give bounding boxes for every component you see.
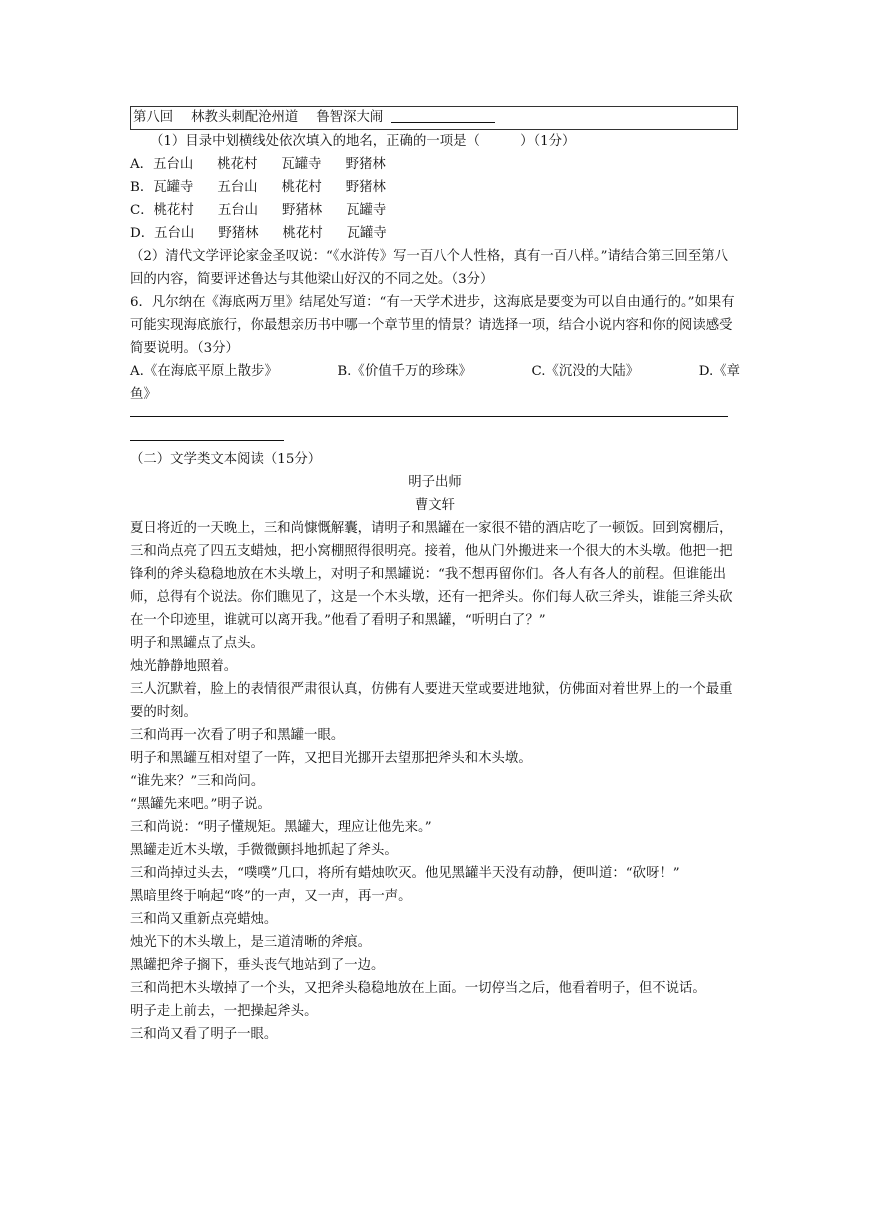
option-d xyxy=(130,222,740,245)
chapter-title-box xyxy=(130,106,738,130)
option-item: 桃花村 xyxy=(282,226,323,241)
fill-in-blank xyxy=(391,108,495,123)
option-item: 瓦罐寺 xyxy=(346,203,387,218)
option-letter: B． xyxy=(130,180,154,195)
option-item: 瓦罐寺 xyxy=(346,226,387,241)
option-item: 野猪林 xyxy=(281,203,323,218)
choice-b: B.《价值千万的珍珠》 xyxy=(337,364,472,379)
option-item: 桃花村 xyxy=(217,157,258,172)
paragraph: 明子走上前去，一把操起斧头。 xyxy=(130,1004,318,1019)
option-item: 五台山 xyxy=(217,203,258,218)
article-body xyxy=(130,517,740,1046)
answer-line-short xyxy=(130,440,284,441)
option-item: 瓦罐寺 xyxy=(153,180,194,195)
article-author: 曹文轩 xyxy=(414,498,456,513)
paragraph: “谁先来？”三和尚问。 xyxy=(130,774,265,789)
question-5-1-prompt: （1）目录中划横线处依次填入的地名，正确的一项是（ ）（1分） xyxy=(150,134,576,149)
question-6-choices xyxy=(130,360,740,383)
option-letter: D． xyxy=(130,226,155,241)
paragraph: 三人沉默着，脸上的表情很严肃很认真，仿佛有人要进天堂或要进地狱，仿佛面对着世界上的一个最重要的时刻。 xyxy=(130,682,733,720)
section-heading: （二）文学类文本阅读（15分） xyxy=(130,452,322,467)
option-item: 五台山 xyxy=(154,226,195,241)
option-item: 野猪林 xyxy=(218,226,259,241)
option-letter: A． xyxy=(130,157,154,172)
chapter-title-b: 鲁智深大闹 xyxy=(316,110,384,125)
paragraph: “黑罐先来吧。”明子说。 xyxy=(130,797,271,812)
paragraph: 夏日将近的一天晚上，三和尚慷慨解囊，请明子和黑罐在一家很不错的酒店吃了一顿饭。回到窝棚后，三和尚点亮了四五支蜡烛，把小窝棚照得很明亮。接着，他从门外搬进来一个很大的木头墩。他把一把锋利的斧头稳稳地放在木头墩上，对明子和黑罐说：“我不想再留你们。各人有各人的前程。但谁能出师，总得有个说法。你们瞧见了，这是一个木头墩，还有一把斧头。你们每人砍三斧头，谁能三斧头砍在一个印迹里，谁就可以离开我。”他看了看明子和黑罐，“听明白了？” xyxy=(130,521,733,628)
chapter-number: 第八回 xyxy=(133,110,174,125)
chapter-title-a: 林教头刺配沧州道 xyxy=(191,110,299,125)
paragraph: 烛光静静地照着。 xyxy=(130,659,238,674)
option-item: 野猪林 xyxy=(345,157,386,172)
option-item: 野猪林 xyxy=(345,180,386,195)
paragraph: 黑罐走近木头墩，手微微颤抖地抓起了斧头。 xyxy=(130,843,398,858)
paragraph: 三和尚又重新点亮蜡烛。 xyxy=(130,912,278,927)
paragraph: 黑暗里终于响起“咚”的一声，又一声，再一声。 xyxy=(130,889,412,904)
choice-d-tail: 鱼》 xyxy=(130,387,157,402)
choice-c: C.《沉没的大陆》 xyxy=(531,364,640,379)
paragraph: 三和尚说：“明子懂规矩。黑罐大，理应让他先来。” xyxy=(130,820,432,835)
option-item: 桃花村 xyxy=(153,203,194,218)
option-c xyxy=(130,199,740,222)
option-b xyxy=(130,176,740,199)
option-a xyxy=(130,153,740,176)
question-5-2-prompt: （2）清代文学评论家金圣叹说：“《水浒传》写一百八个人性格，真有一百八样。”请结合第三回至第八回的内容，简要评述鲁达与其他梁山好汉的不同之处。（3分） xyxy=(130,249,728,287)
option-item: 桃花村 xyxy=(281,180,322,195)
option-item: 五台山 xyxy=(217,180,258,195)
option-letter: C． xyxy=(130,203,154,218)
option-item: 五台山 xyxy=(153,157,194,172)
paragraph: 三和尚掉过头去，“噗噗”几口，将所有蜡烛吹灭。他见黑罐半天没有动静，便叫道：“砍呀！” xyxy=(130,866,680,881)
choice-a: A.《在海底平原上散步》 xyxy=(130,364,278,379)
article-title: 明子出师 xyxy=(408,475,462,490)
paragraph: 黑罐把斧子搁下，垂头丧气地站到了一边。 xyxy=(130,958,385,973)
document-page xyxy=(130,106,740,1046)
paragraph: 烛光下的木头墩上，是三道清晰的斧痕。 xyxy=(130,935,372,950)
paragraph: 明子和黑罐点了点头。 xyxy=(130,636,264,651)
option-item: 瓦罐寺 xyxy=(281,157,322,172)
paragraph: 三和尚又看了明子一眼。 xyxy=(130,1027,278,1042)
answer-line xyxy=(130,416,728,417)
choice-d: D.《章 xyxy=(698,364,740,379)
question-5-1-options xyxy=(130,153,740,245)
question-6-prompt: 6．凡尔纳在《海底两万里》结尾处写道：“有一天学术进步，这海底是要变为可以自由通行的。”如果有可能实现海底旅行，你最想亲历书中哪一个章节里的情景？请选择一项，结合小说内容和你的阅读感受简要说明。（3分） xyxy=(130,295,735,356)
paragraph: 明子和黑罐互相对望了一阵，又把目光挪开去望那把斧头和木头墩。 xyxy=(130,751,532,766)
paragraph: 三和尚再一次看了明子和黑罐一眼。 xyxy=(130,728,345,743)
paragraph: 三和尚把木头墩掉了一个头，又把斧头稳稳地放在上面。一切停当之后，他看着明子，但不说话。 xyxy=(130,981,706,996)
